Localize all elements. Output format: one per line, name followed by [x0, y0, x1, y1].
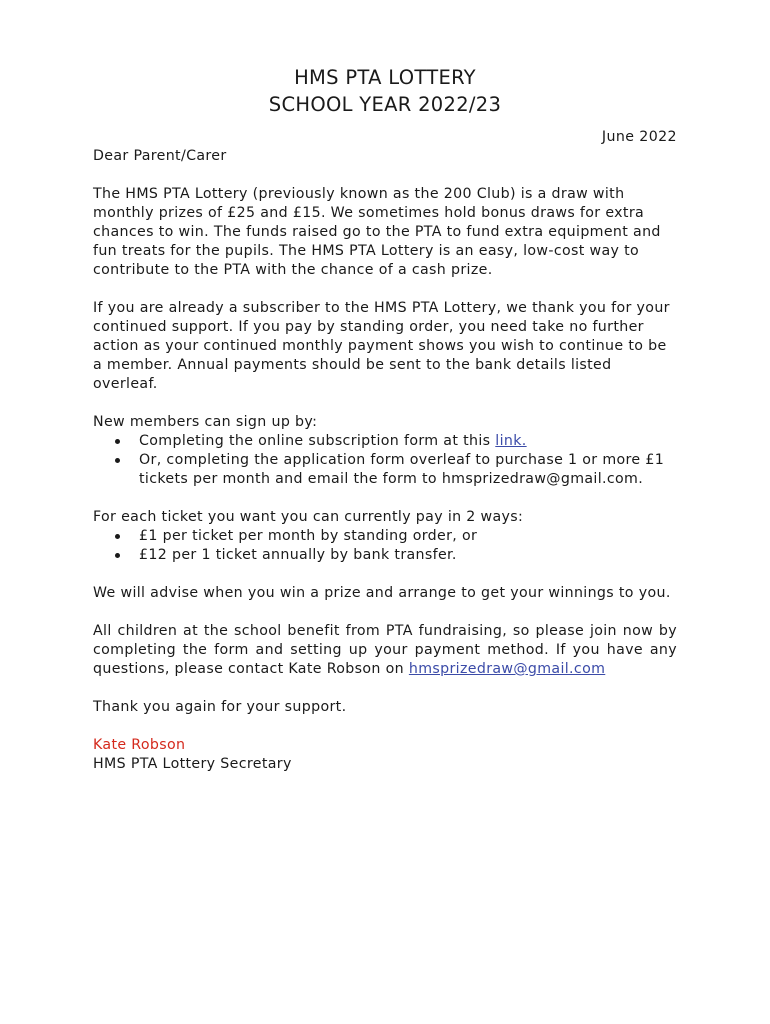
- fundraising-text: All children at the school benefit from PTA fundraising, so please join now by completing the form and setting up your payment method. If you have any questions, please contact Kate Robson on: [93, 623, 677, 677]
- contact-email-link[interactable]: hmsprizedraw@gmail.com: [408, 661, 606, 677]
- payment-intro: For each ticket you want you can currently pay in 2 ways:: [93, 509, 524, 525]
- list-item: Or, completing the application form overleaf to purchase 1 or more £1 tickets per month and email the form to hmsprizedraw@gmail.com.: [139, 451, 677, 489]
- salutation: Dear Parent/Carer: [93, 148, 227, 164]
- title-line-2: SCHOOL YEAR 2022/23: [268, 93, 502, 116]
- title-line-1: HMS PTA LOTTERY: [294, 66, 476, 89]
- letter-page: [93, 0, 677, 774]
- advise-paragraph: We will advise when you win a prize and arrange to get your winnings to you.: [93, 585, 671, 601]
- signature-name: Kate Robson: [93, 737, 186, 753]
- letter-title: [93, 64, 677, 118]
- list-item: [139, 432, 677, 451]
- payment-list: [93, 527, 677, 565]
- signature-block: [93, 736, 677, 774]
- thanks-line: Thank you again for your support.: [93, 699, 347, 715]
- list-item: £12 per 1 ticket annually by bank transfer.: [139, 546, 677, 565]
- existing-subscriber-paragraph: If you are already a subscriber to the HMS PTA Lottery, we thank you for your continued support. If you pay by standing order, you need take no further action as your continued monthly payment shows you wish to continue to be a member. Annual payments should be sent to the bank details listed overleaf.: [93, 300, 670, 392]
- signature-role: HMS PTA Lottery Secretary: [93, 756, 292, 772]
- fundraising-paragraph: [93, 622, 677, 679]
- list-item: £1 per ticket per month by standing order, or: [139, 527, 677, 546]
- signup-intro: New members can sign up by:: [93, 414, 318, 430]
- letter-date: June 2022: [601, 129, 677, 145]
- signup-item-1-text: Completing the online subscription form at this: [139, 433, 496, 449]
- intro-paragraph: The HMS PTA Lottery (previously known as the 200 Club) is a draw with monthly prizes of £25 and £15. We sometimes hold bonus draws for extra chances to win. The funds raised go to the PTA to fund extra equipment and fun treats for the pupils. The HMS PTA Lottery is an easy, low-cost way to contribute to the PTA with the chance of a cash prize.: [93, 186, 661, 278]
- subscription-form-link[interactable]: link.: [495, 433, 527, 449]
- signup-list: [93, 432, 677, 489]
